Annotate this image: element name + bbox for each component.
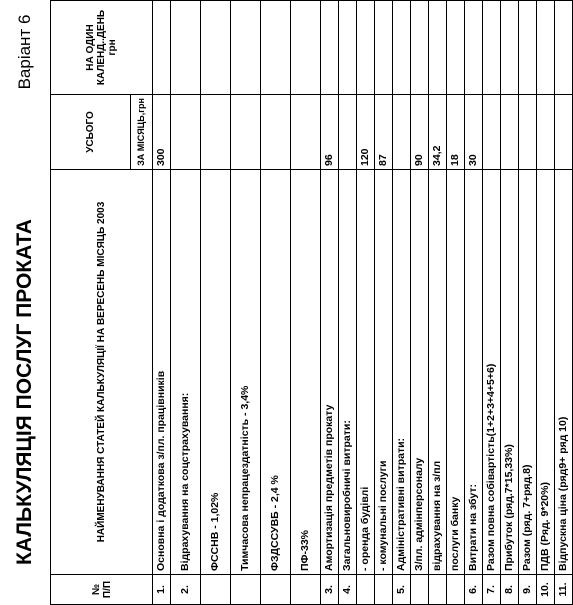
row-total bbox=[291, 95, 321, 170]
header-per-day: НА ОДИН КАЛЕНД..ДЕНЬ грн bbox=[51, 1, 153, 95]
row-name: Разом (ряд. 7+ряд.8) bbox=[519, 170, 537, 575]
row-per-day bbox=[339, 1, 357, 95]
row-num: 6. bbox=[465, 575, 483, 605]
row-name: Разом повна собівартість(1+2+3+4+5+6) bbox=[483, 170, 501, 575]
row-per-day bbox=[537, 1, 555, 95]
row-name: Адміністративні витрати: bbox=[393, 170, 411, 575]
row-per-day bbox=[519, 1, 537, 95]
row-name: Відрахування на соцстрахування: bbox=[171, 170, 201, 575]
row-num bbox=[357, 575, 375, 605]
row-num: 5. bbox=[393, 575, 411, 605]
row-name: Відпускна ціна (ряд9+ ряд 10) bbox=[555, 170, 573, 575]
row-per-day bbox=[231, 1, 261, 95]
calculation-table bbox=[50, 0, 573, 605]
row-total bbox=[201, 95, 231, 170]
row-name: Загальновиробничі витрати: bbox=[339, 170, 357, 575]
row-total: 120 bbox=[357, 95, 375, 170]
row-name: відрахування на з/пл bbox=[429, 170, 447, 575]
row-num: 9. bbox=[519, 575, 537, 605]
row-name: - комунальні послуги bbox=[375, 170, 393, 575]
header-total: УСЬОГО bbox=[51, 95, 131, 170]
row-name: Тимчасова непрацездатність - 3,4% bbox=[231, 170, 261, 575]
row-num: 10. bbox=[537, 575, 555, 605]
row-name: послуги банку bbox=[447, 170, 465, 575]
row-per-day bbox=[321, 1, 339, 95]
row-name: - оренда будівлі bbox=[357, 170, 375, 575]
row-per-day bbox=[555, 1, 573, 95]
row-num bbox=[231, 575, 261, 605]
row-total: 34,2 bbox=[429, 95, 447, 170]
row-per-day bbox=[153, 1, 171, 95]
row-total: 96 bbox=[321, 95, 339, 170]
row-num: 4. bbox=[339, 575, 357, 605]
variant-label: Варіант 6 bbox=[15, 14, 34, 90]
row-total bbox=[231, 95, 261, 170]
row-num: 8. bbox=[501, 575, 519, 605]
row-name: Прибуток (ряд.7*15,33%) bbox=[501, 170, 519, 575]
row-name: Амортизація предметів прокату bbox=[321, 170, 339, 575]
header-name: НАЙМЕНУВАННЯ СТАТЕЙ КАЛЬКУЛЯЦІЇ НА ВЕРЕСЕНЬ МІСЯЦЬ 2003 bbox=[51, 170, 153, 575]
row-total bbox=[555, 95, 573, 170]
row-per-day bbox=[429, 1, 447, 95]
row-num bbox=[375, 575, 393, 605]
row-num: 1. bbox=[153, 575, 171, 605]
row-total: 90 bbox=[411, 95, 429, 170]
row-num: 3. bbox=[321, 575, 339, 605]
header-total-sub: ЗА МІСЯЦЬ,грн bbox=[131, 95, 153, 170]
row-num bbox=[411, 575, 429, 605]
row-name: ФЗДССУВБ - 2,4 % bbox=[261, 170, 291, 575]
row-per-day bbox=[483, 1, 501, 95]
row-total: 30 bbox=[465, 95, 483, 170]
row-num: 7. bbox=[483, 575, 501, 605]
row-name: ПДВ (Ряд. 9*20%) bbox=[537, 170, 555, 575]
row-total: 87 bbox=[375, 95, 393, 170]
header-num: № П/П bbox=[51, 575, 153, 605]
row-total bbox=[171, 95, 201, 170]
row-num bbox=[291, 575, 321, 605]
row-total bbox=[261, 95, 291, 170]
row-total bbox=[537, 95, 555, 170]
row-per-day bbox=[201, 1, 231, 95]
row-per-day bbox=[501, 1, 519, 95]
row-total bbox=[501, 95, 519, 170]
row-name: Витрати на збут: bbox=[465, 170, 483, 575]
row-per-day bbox=[393, 1, 411, 95]
row-per-day bbox=[465, 1, 483, 95]
row-total: 18 bbox=[447, 95, 465, 170]
row-name: ФССНВ - 1,02% bbox=[201, 170, 231, 575]
row-per-day bbox=[291, 1, 321, 95]
row-per-day bbox=[375, 1, 393, 95]
row-per-day bbox=[357, 1, 375, 95]
page-title: КАЛЬКУЛЯЦІЯ ПОСЛУГ ПРОКАТА bbox=[13, 219, 36, 565]
row-num bbox=[447, 575, 465, 605]
row-name: Основна і додаткова з/пл. працівників bbox=[153, 170, 171, 575]
row-num bbox=[429, 575, 447, 605]
row-num: 11. bbox=[555, 575, 573, 605]
row-per-day bbox=[411, 1, 429, 95]
row-per-day bbox=[171, 1, 201, 95]
row-name: З/пл. адмінперсоналу bbox=[411, 170, 429, 575]
row-num bbox=[261, 575, 291, 605]
row-per-day bbox=[447, 1, 465, 95]
row-total bbox=[483, 95, 501, 170]
row-total bbox=[393, 95, 411, 170]
row-total: 300 bbox=[153, 95, 171, 170]
row-num bbox=[201, 575, 231, 605]
row-num: 2. bbox=[171, 575, 201, 605]
row-per-day bbox=[261, 1, 291, 95]
row-total bbox=[339, 95, 357, 170]
row-total bbox=[519, 95, 537, 170]
row-name: ПФ-33% bbox=[291, 170, 321, 575]
